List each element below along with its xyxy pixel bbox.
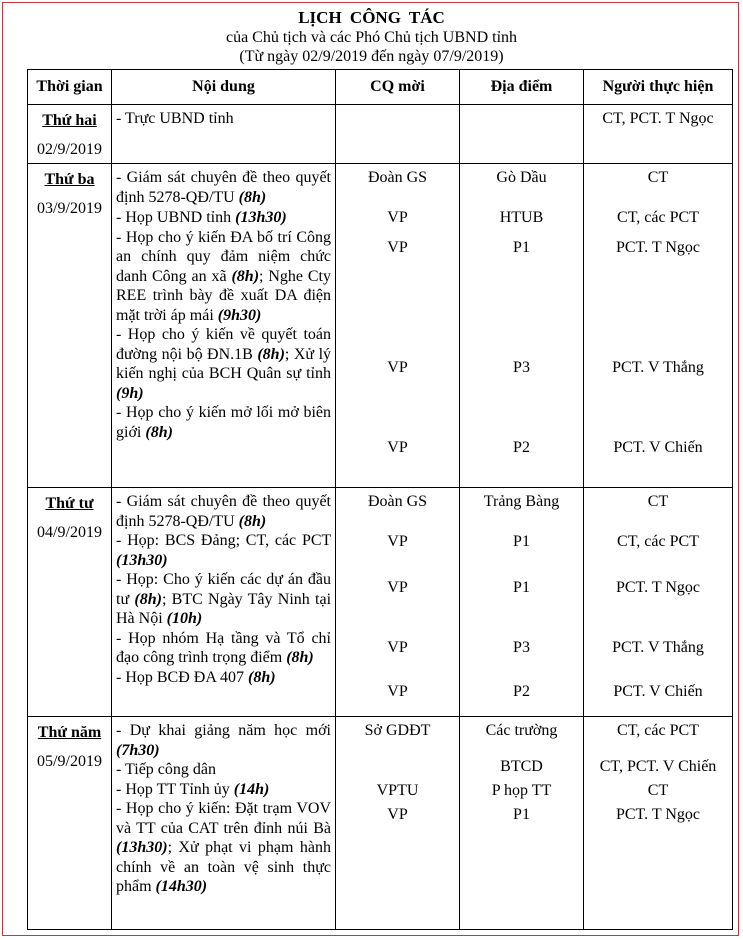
person-value: CT, PCT. T Ngọc [602, 110, 714, 127]
day-name: Thứ năm [37, 724, 102, 741]
schedule-table [27, 69, 733, 930]
person-value: CT [647, 782, 669, 799]
person-value: PCT. T Ngọc [615, 579, 700, 596]
task-text: - Họp BCĐ ĐA 407 [116, 668, 245, 686]
place-value: P3 [513, 359, 530, 376]
task-text: - Dự khai giảng năm học mới [116, 722, 331, 739]
task-time-second: (9h30) [217, 306, 262, 324]
place-value: Trảng Bàng [483, 493, 560, 510]
day-name: Thứ hai [42, 112, 97, 129]
person-value: PCT. V Thắng [612, 639, 704, 656]
person-value: PCT. V Chiến [613, 439, 703, 456]
person-value: CT, các PCT [617, 722, 699, 739]
task-item [116, 799, 331, 897]
content-cell [112, 717, 336, 930]
task-time: (8h) [238, 512, 267, 530]
task-text: - Giám sát chuyên đề theo quyết định 5278-QĐ/TU [116, 493, 331, 530]
place-value: P2 [513, 683, 530, 700]
task-time: (13h30) [116, 839, 168, 856]
place-value: Các trường [485, 722, 558, 739]
task-text-continued: ; BTC Ngày Tây Ninh tại Hà Nội [116, 590, 332, 627]
place-cell [460, 164, 584, 488]
task-item [116, 668, 331, 688]
person-cell [584, 164, 733, 488]
page-title: LỊCH CÔNG TÁC [298, 8, 445, 27]
task-item [116, 109, 331, 129]
task-time: (14h) [233, 780, 270, 798]
task-item [116, 492, 331, 531]
table-row [28, 164, 733, 488]
task-text: - Họp nhóm Hạ tầng và Tổ chỉ đạo công trình trọng điểm [116, 629, 331, 666]
task-item [116, 208, 331, 228]
col-time-header: Thời gian [28, 70, 112, 105]
inviter-value: VP [387, 533, 408, 550]
page-subtitle: của Chủ tịch và các Phó Chủ tịch UBND tỉnh [225, 29, 518, 46]
person-value: CT, các PCT [617, 209, 699, 226]
place-value: P họp TT [491, 782, 552, 799]
place-value: Gò Dầu [496, 169, 547, 186]
task-item [116, 403, 331, 442]
col-person-header: Người thực hiện [584, 70, 733, 105]
task-text-continued: ; Nghe Cty REE trình bày đề xuất DA điện mặt trời áp mái [116, 267, 331, 324]
task-time-second: (14h30) [155, 878, 208, 895]
place-value: HTUB [499, 209, 544, 226]
task-item [116, 228, 331, 326]
task-time: (8h) [286, 649, 314, 666]
task-text: - Giám sát chuyên đề theo quyết định 5278-QĐ/TU [116, 169, 331, 206]
task-text: - Họp cho ý kiến về quyết toán đường nội bộ ĐN.1B [116, 326, 331, 363]
inviter-cell [336, 164, 460, 488]
person-cell [584, 717, 733, 930]
inviter-value: VP [387, 359, 408, 376]
inviter-cell [336, 105, 460, 164]
person-value: PCT. V Chiến [613, 683, 703, 700]
task-time: (8h) [231, 267, 260, 285]
person-value: PCT. V Thắng [612, 359, 704, 376]
table-row [28, 488, 733, 717]
table-row [28, 717, 733, 930]
task-item [116, 531, 331, 570]
person-value: CT [647, 169, 669, 186]
person-value: CT [647, 493, 669, 510]
person-value: PCT. T Ngọc [615, 239, 700, 256]
place-cell [460, 488, 584, 717]
task-item [116, 168, 331, 207]
task-text: - Họp cho ý kiến ĐA bố trí Công an chính quy đảm niệm chức danh Công an xã [116, 228, 331, 285]
inviter-value: Đoàn GS [367, 169, 428, 186]
task-item [116, 325, 331, 403]
task-time-second: (10h) [166, 610, 203, 627]
inviter-value: VPTU [376, 782, 419, 799]
person-cell [584, 105, 733, 164]
content-cell [112, 164, 336, 488]
task-text: - Họp cho ý kiến mở lối mở biên giới [116, 404, 331, 441]
place-value: P1 [513, 579, 530, 596]
task-item [116, 629, 331, 668]
task-time: (8h) [257, 345, 285, 363]
inviter-value: VP [387, 683, 408, 700]
place-value: P1 [513, 239, 530, 256]
date-range: (Từ ngày 02/9/2019 đến ngày 07/9/2019) [239, 48, 504, 65]
inviter-value: VP [387, 806, 408, 823]
inviter-value: Đoàn GS [367, 493, 428, 510]
task-time: (13h30) [116, 551, 168, 569]
day-date: 03/9/2019 [37, 199, 102, 217]
task-item [116, 780, 331, 800]
day-date: 05/9/2019 [37, 752, 102, 770]
place-cell [460, 105, 584, 164]
day-cell [28, 105, 112, 164]
place-value: P3 [513, 639, 530, 656]
task-text: - Họp cho ý kiến: Đặt trạm VOV và TT của CAT trên đỉnh núi Bà [116, 800, 331, 837]
inviter-value: Sở GDĐT [364, 722, 431, 739]
content-cell [112, 488, 336, 717]
place-value: BTCD [500, 758, 543, 775]
inviter-value: VP [387, 239, 408, 256]
task-time: (8h) [248, 668, 276, 686]
task-time-second: (9h) [116, 384, 144, 402]
task-time: (8h) [238, 188, 267, 206]
task-item [116, 721, 331, 760]
col-inviter-header: CQ mời [336, 70, 460, 105]
inviter-cell [336, 717, 460, 930]
place-value: P1 [513, 806, 530, 823]
table-header-row [28, 70, 733, 105]
inviter-value: VP [387, 639, 408, 656]
task-time: (8h) [145, 423, 173, 441]
task-text: - Họp: Cho ý kiến các dự án đầu tư [116, 571, 331, 608]
day-name: Thứ tư [45, 495, 94, 512]
table-row [28, 105, 733, 164]
day-cell [28, 164, 112, 488]
content-cell [112, 105, 336, 164]
day-date: 04/9/2019 [37, 523, 102, 541]
day-date: 02/9/2019 [37, 140, 102, 158]
person-value: PCT. T Ngọc [615, 806, 700, 823]
task-time: (7h30) [116, 741, 160, 759]
inviter-value: VP [387, 209, 408, 226]
task-text: - Họp UBND tỉnh [116, 209, 232, 226]
task-item [116, 570, 331, 629]
person-cell [584, 488, 733, 717]
day-cell [28, 717, 112, 930]
person-value: CT, các PCT [617, 533, 699, 550]
inviter-cell [336, 488, 460, 717]
task-item [116, 760, 331, 780]
task-text-continued: ; Xử lý kiến nghị của BCH Quân sự tỉnh [116, 345, 332, 382]
col-place-header: Địa điểm [460, 70, 584, 105]
task-time: (8h) [134, 590, 162, 608]
task-text: - Trực UBND tỉnh [116, 110, 234, 127]
task-text: - Tiếp công dân [116, 761, 216, 778]
inviter-value: VP [387, 579, 408, 596]
task-text-continued: ; Xử phạt vi phạm hành chính về an toàn vệ sinh thực phẩm [116, 839, 331, 895]
task-text: - Họp TT Tỉnh ủy [116, 780, 230, 798]
place-value: P2 [513, 439, 530, 456]
col-content-header: Nội dung [112, 70, 336, 105]
task-time: (13h30) [235, 209, 287, 226]
place-value: P1 [513, 533, 530, 550]
place-cell [460, 717, 584, 930]
task-text: - Họp: BCS Đảng; CT, các PCT [116, 532, 331, 549]
person-value: CT, PCT. V Chiến [599, 758, 717, 775]
day-cell [28, 488, 112, 717]
day-name: Thứ ba [44, 171, 95, 188]
inviter-value: VP [387, 439, 408, 456]
